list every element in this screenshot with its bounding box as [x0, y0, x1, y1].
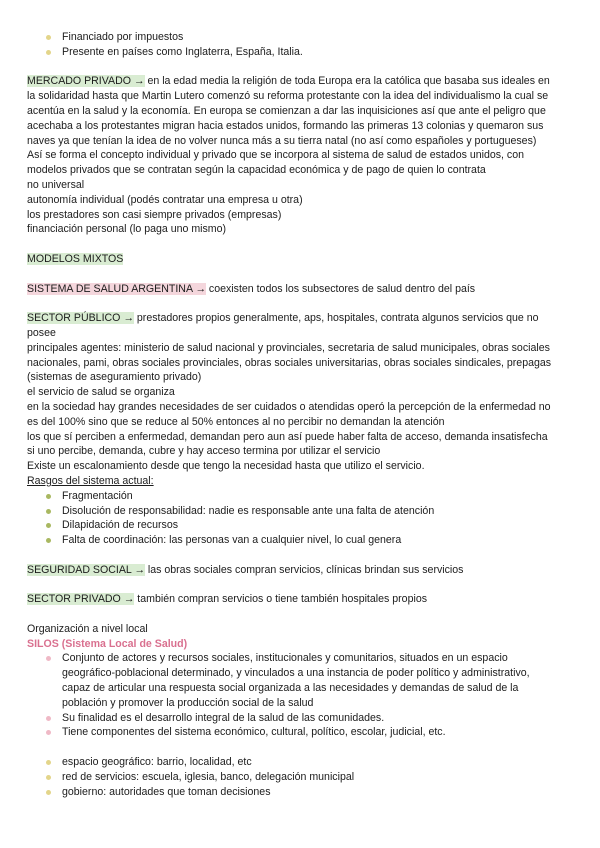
text-line: financiación personal (lo paga uno mismo): [27, 223, 227, 236]
list-item: Fragmentación: [62, 489, 577, 504]
text-line: prestadores propios generalmente, aps, hospitales, contrata algunos servicios que no: [133, 312, 539, 325]
text-line: acentúa en la salud y la economía. En europa se comienzan a dar las inquisiciones así que ante el peligro que: [27, 104, 546, 117]
text-line: Así se forma el concepto individual y privado que se incorpora al sistema de salud de estados unidos, con: [27, 149, 525, 162]
mercado-privado-label: MERCADO PRIVADO →: [27, 75, 145, 88]
list-item: red de servicios: escuela, iglesia, banco, delegación municipal: [62, 770, 577, 785]
text-line: el servicio de salud se organiza: [27, 386, 175, 399]
text-line: modelos privados que se contratan según la capacidad económica y de pago de quien lo contrata: [27, 164, 486, 177]
rasgos-list: [27, 489, 577, 548]
rasgos-title: Rasgos del sistema actual:: [27, 474, 154, 487]
text-line: principales agentes: ministerio de salud nacional y provinciales, secretaria de salud municipales, obras sociales: [27, 341, 550, 354]
text-line: en la sociedad hay grandes necesidades de ser cuidados o atendidas operó la percepción de la enfermedad no: [27, 400, 551, 413]
organizacion-section: [27, 622, 577, 800]
list-item: espacio geográfico: barrio, localidad, etc: [62, 755, 577, 770]
seguridad-social-label: SEGURIDAD SOCIAL →: [27, 563, 145, 576]
text-line: en la edad media la religión de toda Europa era la católica que basaba sus ideales en: [144, 75, 550, 88]
list-item: gobierno: autoridades que toman decisiones: [62, 785, 577, 800]
modelos-mixtos-heading: MODELOS MIXTOS: [27, 252, 124, 265]
list-item: Su finalidad es el desarrollo integral de la salud de las comunidades.: [62, 711, 577, 726]
text-line: los que sí perciben a enfermedad, demandan pero aun así puede haber falta de acceso, demanda insatisfecha: [27, 430, 548, 443]
silos-components-list: [27, 755, 577, 799]
seguridad-social-line: SEGURIDAD SOCIAL → las obras sociales compran servicios, clínicas brindan sus servicios: [27, 563, 464, 576]
list-item: Financiado por impuestos: [62, 30, 577, 45]
text-line: nacionales, pami, obras sociales provinciales, obras sociales universitarias, obras sociales sindicales, prepagas: [27, 356, 552, 369]
list-item: Dilapidación de recursos: [62, 518, 577, 533]
text-line: si uno percibe, demanda, cubre y hay acceso termina por utilizar el servicio: [27, 445, 381, 458]
list-item: Conjunto de actores y recursos sociales, institucionales y comunitarios, situados en un espacio geográfico-poblacional determinado, y vinculados a una instancia de poder político y administrativo, capaz de articular una respuesta social organizada a las necesidades y demandas de salud de la población y promover la producción social de la salud: [62, 651, 577, 710]
text-line: no universal: [27, 178, 85, 191]
silos-list: [27, 651, 577, 740]
text-line: posee: [27, 326, 56, 339]
sistema-argentina-label: SISTEMA DE SALUD ARGENTINA →: [27, 282, 206, 295]
list-item: Presente en países como Inglaterra, España, Italia.: [62, 45, 577, 60]
sector-publico-label: SECTOR PÚBLICO →: [27, 312, 134, 325]
sector-publico-section: [27, 311, 577, 548]
text-line: los prestadores son casi siempre privados (empresas): [27, 208, 282, 221]
text-line: acechaba a los protestantes migran hacia estados unidos, formando las primeras 13 colonias y quemaron sus: [27, 119, 544, 132]
sector-privado-line: SECTOR PRIVADO → también compran servicios o tiene también hospitales propios: [27, 593, 428, 606]
sector-privado-label: SECTOR PRIVADO →: [27, 593, 135, 606]
list-item: Tiene componentes del sistema económico, cultural, político, escolar, judicial, etc.: [62, 725, 577, 740]
list-item: Falta de coordinación: las personas van a cualquier nivel, lo cual genera: [62, 533, 577, 548]
intro-list: [27, 30, 577, 60]
document-page: [27, 30, 577, 799]
text-line: naves ya que tenían la idea de no volver nunca más a su tierra natal (no así como españoles y portugueses): [27, 134, 537, 147]
organizacion-title: Organización a nivel local: [27, 622, 148, 635]
text-line: la solidaridad hasta que Martin Lutero comenzó su reforma protestante con la idea del individualismo la cual se: [27, 90, 549, 103]
text-line: (sistemas de aseguramiento privado): [27, 371, 202, 384]
silos-title: SILOS (Sistema Local de Salud): [27, 637, 188, 650]
text-line: autonomía individual (podés contratar una empresa u otra): [27, 193, 303, 206]
text-line: es del 100% sino que se reduce al 50% entonces al no percibir no demandan la atención: [27, 415, 445, 428]
text-line: Existe un escalonamiento desde que tengo la necesidad hasta que utilizo el servicio.: [27, 460, 425, 473]
mercado-privado-section: [27, 74, 577, 237]
sistema-argentina-line: SISTEMA DE SALUD ARGENTINA → coexisten todos los subsectores de salud dentro del país: [27, 282, 476, 295]
list-item: Disolución de responsabilidad: nadie es responsable ante una falta de atención: [62, 504, 577, 519]
